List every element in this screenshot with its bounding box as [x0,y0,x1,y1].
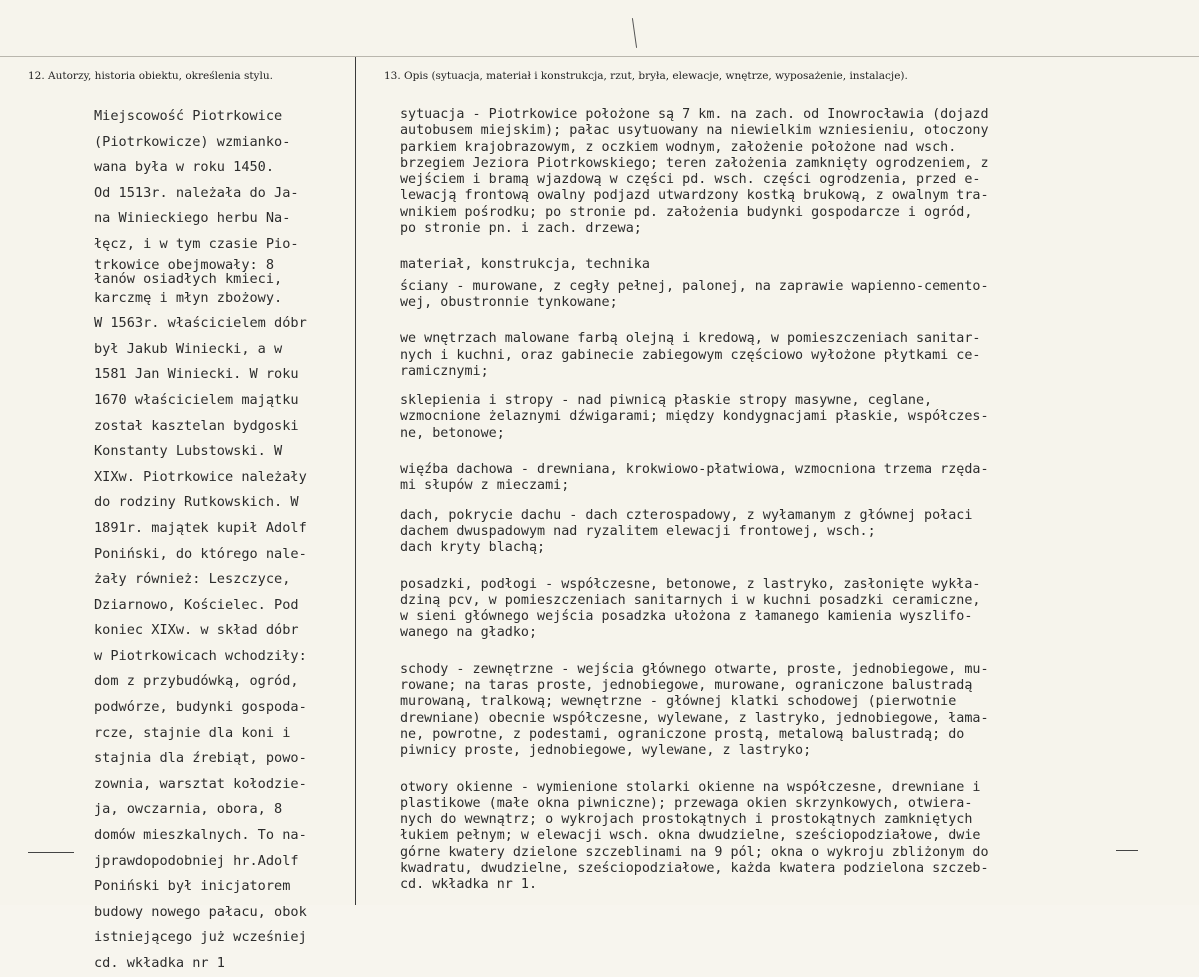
text-line: drewniane) obecnie współczesne, wylewane, z lastryko, jednobiegowe, łama- [400,710,989,726]
text-line: lewacją frontową owalny podjazd utwardzony kostką brukową, z owalnym tra- [400,188,989,204]
paragraph-interiors [400,331,1190,380]
text-line: dziną pcv, w pomieszczeniach sanitarnych i w kuchni posadzki ceramiczne, [400,592,981,608]
continuation-rule-left [28,852,74,853]
text-line: dach, pokrycie dachu - dach czterospadowy, z wyłamanym z głównej połaci [400,507,973,523]
text-line: karczmę i młyn zbożowy. [94,289,283,306]
text-line: Dziarnowo, Kościelec. Pod [94,596,299,613]
text-line: materiał, konstrukcja, technika [400,257,650,273]
text-line: na Winieckiego herbu Na- [94,210,291,227]
text-line: istniejącego już wcześniej [94,929,307,946]
text-line: cd. wkładka nr 1. [400,877,538,893]
text-line: we wnętrzach malowane farbą olejną i kredową, w pomieszczeniach sanitar- [400,331,981,347]
text-line: Poniński był inicjatorem [94,878,291,895]
text-line: zownia, warsztat kołodzie- [94,775,307,792]
text-line: autobusem miejskim); pałac usytuowany na niewielkim wzniesieniu, otoczony [400,123,989,139]
paragraph-floors [400,577,1190,642]
paragraph-stairs [400,662,1190,760]
text-line: stajnia dla źrebiąt, powo- [94,750,307,767]
text-line: W 1563r. właścicielem dóbr [94,315,307,332]
text-line: dach kryty blachą; [400,540,546,556]
text-line: Poniński, do którego nale- [94,545,307,562]
text-line: murowaną, tralkową; wewnętrzne - głównej klatki schodowej (pierwotnie [400,694,957,710]
text-line: (Piotrkowicze) wzmianko- [94,133,291,150]
text-line: sklepienia i stropy - nad piwnicą płaskie stropy masywne, ceglane, [400,393,933,409]
text-line: ściany - murowane, z cegły pełnej, palonej, na zaprawie wapienno-cemento- [400,278,989,294]
paragraph-roof [400,508,1190,557]
text-line: mi słupów z mieczami; [400,478,570,494]
text-line: brzegiem Jeziora Piotrkowskiego; teren założenia zamknięty ogrodzeniem, z [400,155,989,171]
text-line: sytuacja - Piotrkowice położone są 7 km. na zach. od Inowrocławia (dojazd [400,107,989,122]
text-line: wzmocnione żelaznymi dźwigarami; między kondygnacjami płaskie, współczes- [400,409,989,425]
text-line: podwórze, budynki gospoda- [94,699,307,716]
text-line: kwadratu, dwudzielne, sześciopodziałowe, każda kwatera podzielona szczeb- [400,860,989,876]
text-line: rowane; na taras proste, jednobiegowe, murowane, ograniczone balustradą [400,678,973,694]
continuation-rule-right [1116,850,1138,851]
paragraph-material-heading [400,257,1190,273]
text-line: wejściem i bramą wjazdową w części pd. wsch. części ogrodzenia, przed e- [400,172,981,188]
paragraph-situation [400,107,1190,237]
text-line: Od 1513r. należała do Ja- [94,184,299,201]
header-rule [0,56,1199,57]
text-line: posadzki, podłogi - współczesne, betonowe, z lastryko, zasłonięte wykła- [400,576,981,592]
text-line: łanów osiadłych kmieci, [94,270,283,287]
text-line: więźba dachowa - drewniana, krokwiowo-płatwiowa, wzmocniona trzema rzęda- [400,462,989,478]
history-text [94,104,352,977]
text-line: do rodziny Rutkowskich. W [94,494,299,511]
paragraph-walls [400,279,1190,312]
text-line: plastikowe (małe okna piwniczne); przewaga okien skrzynkowych, otwiera- [400,795,973,811]
text-line: parkiem krajobrazowym, z oczkiem wodnym, założenie położone nad wsch. [400,139,957,155]
text-line: koniec XIXw. w skład dóbr [94,622,299,639]
text-line: cd. wkładka nr 1 [94,955,225,971]
text-line: schody - zewnętrzne - wejścia głównego otwarte, proste, jednobiegowe, mu- [400,661,989,677]
pen-mark [632,18,637,48]
text-line: 1891r. majątek kupił Adolf [94,519,307,536]
text-line: 1670 właścicielem majątku [94,391,299,408]
text-line: Miejscowość Piotrkowice [94,108,283,124]
text-line: domów mieszkalnych. To na- [94,827,307,844]
text-line: po stronie pn. i zach. drzewa; [400,221,642,237]
text-line: trkowice obejmowały: 8 [94,256,275,273]
text-line: górne kwatery dzielone szczeblinami na 9 pól; okna o wykroju zbliżonym do [400,844,989,860]
text-line: otwory okienne - wymienione stolarki okienne na współczesne, drewniane i [400,779,981,795]
column-divider [355,57,356,905]
text-line: łukiem pełnym; w elewacji wsch. okna dwudzielne, sześciopodziałowe, dwie [400,828,981,844]
paragraph-windows [400,780,1190,894]
text-line: w Piotrkowicach wchodziły: [94,647,307,664]
text-line: ne, powrotne, z podestami, ograniczone prostą, metalową balustradą; do [400,726,965,742]
text-line: jprawdopodobniej hr.Adolf [94,852,299,869]
text-line: 1581 Jan Winiecki. W roku [94,366,299,383]
text-line: był Jakub Winiecki, a w [94,340,283,357]
text-line: łęcz, i w tym czasie Pio- [94,235,299,252]
text-line: ramicznymi; [400,363,489,379]
text-line: wanego na gładko; [400,625,538,641]
text-line: dachem dwuspadowym nad ryzalitem elewacji frontowej, wsch.; [400,523,876,539]
text-line: w sieni głównego wejścia posadzka ułożona z łamanego kamienia wyszlifo- [400,609,973,625]
paragraph-vaults [400,393,1190,442]
text-line: żały również: Leszczyce, [94,571,291,588]
text-line: ne, betonowe; [400,425,505,441]
text-line: nych i kuchni, oraz gabinecie zabiegowym częściowo wyłożone płytkami ce- [400,347,981,363]
text-line: Konstanty Lubstowski. W [94,443,283,460]
text-line: rcze, stajnie dla koni i [94,724,291,741]
text-line: nych do wewnątrz; o wykrojach prostokątnych i prostokątnych zamkniętych [400,812,973,828]
text-line: wana była w roku 1450. [94,159,275,176]
text-line: został kasztelan bydgoski [94,417,299,434]
text-line: dom z przybudówką, ogród, [94,673,299,690]
paragraph-truss [400,462,1190,495]
text-line: XIXw. Piotrkowice należały [94,468,307,485]
text-line: wej, obustronnie tynkowane; [400,294,618,310]
text-line: piwnicy proste, jednobiegowe, wylewane, z lastryko; [400,743,812,759]
section-12-header: 12. Autorzy, historia obiektu, określenia stylu. [28,70,273,82]
section-13-header: 13. Opis (sytuacja, materiał i konstrukcja, rzut, bryła, elewacje, wnętrze, wyposażenie, instalacje). [384,70,908,82]
description-text [400,107,1190,894]
text-line: budowy nowego pałacu, obok [94,903,307,920]
text-line: ja, owczarnia, obora, 8 [94,801,283,818]
text-line: wnikiem pośrodku; po stronie pd. założenia budynki gospodarcze i ogród, [400,204,973,220]
